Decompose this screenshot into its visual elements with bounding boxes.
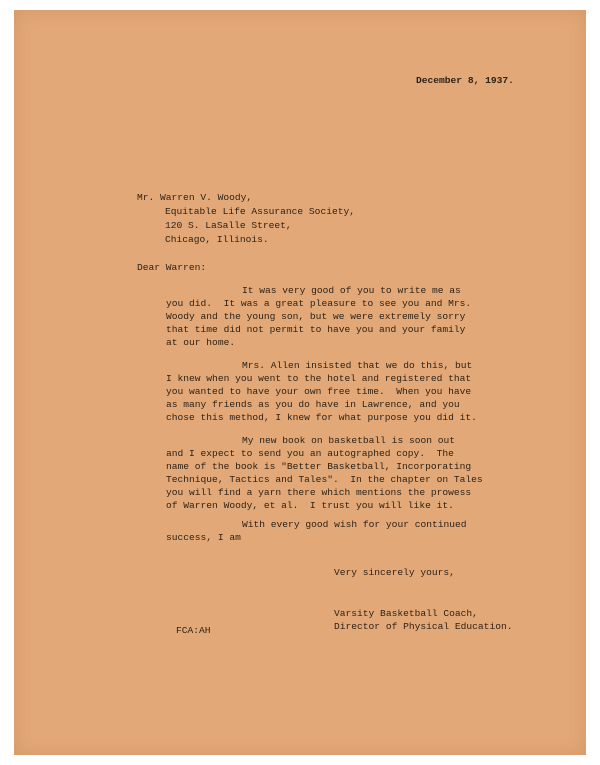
paragraph-line: Mrs. Allen insisted that we do this, but xyxy=(242,360,473,371)
paragraph-line: I knew when you went to the hotel and registered that xyxy=(166,373,472,384)
salutation: Dear Warren: xyxy=(137,262,207,273)
paragraph-line: success, I am xyxy=(166,532,241,543)
paragraph-line: My new book on basketball is soon out xyxy=(242,435,456,446)
paragraph-line: name of the book is "Better Basketball, Incorporating xyxy=(166,461,472,472)
signature-title-line-1: Varsity Basketball Coach, xyxy=(334,608,478,619)
paragraph-line: you will find a yarn there which mentions the prowess xyxy=(166,487,472,498)
paragraph-line: you did. It was a great pleasure to see you and Mrs. xyxy=(166,298,472,309)
signature-title-line-2: Director of Physical Education. xyxy=(334,621,513,632)
paragraph-line: Woody and the young son, but we were extremely sorry xyxy=(166,311,466,322)
paragraph-line: as many friends as you do have in Lawrence, and you xyxy=(166,399,460,410)
address-line-3: 120 S. LaSalle Street, xyxy=(165,220,292,231)
paragraph-line: With every good wish for your continued xyxy=(242,519,467,530)
address-line-4: Chicago, Illinois. xyxy=(165,234,269,245)
paragraph-line: chose this method, I knew for what purpose you did it. xyxy=(166,412,477,423)
paragraph-line: of Warren Woody, et al. I trust you will like it. xyxy=(166,500,454,511)
paragraph-line: at our home. xyxy=(166,337,236,348)
paragraph-line: and I expect to send you an autographed copy. The xyxy=(166,448,454,459)
paragraph-line: that time did not permit to have you and your family xyxy=(166,324,466,335)
paragraph-line: Technique, Tactics and Tales". In the chapter on Tales xyxy=(166,474,483,485)
letter-date: December 8, 1937. xyxy=(416,75,514,86)
paragraph-line: you wanted to have your own free time. When you have xyxy=(166,386,472,397)
paragraph-line: It was very good of you to write me as xyxy=(242,285,461,296)
complimentary-close: Very sincerely yours, xyxy=(334,567,455,578)
address-line-1: Mr. Warren V. Woody, xyxy=(137,192,253,203)
typist-initials: FCA:AH xyxy=(176,625,211,636)
address-line-2: Equitable Life Assurance Society, xyxy=(165,206,355,217)
